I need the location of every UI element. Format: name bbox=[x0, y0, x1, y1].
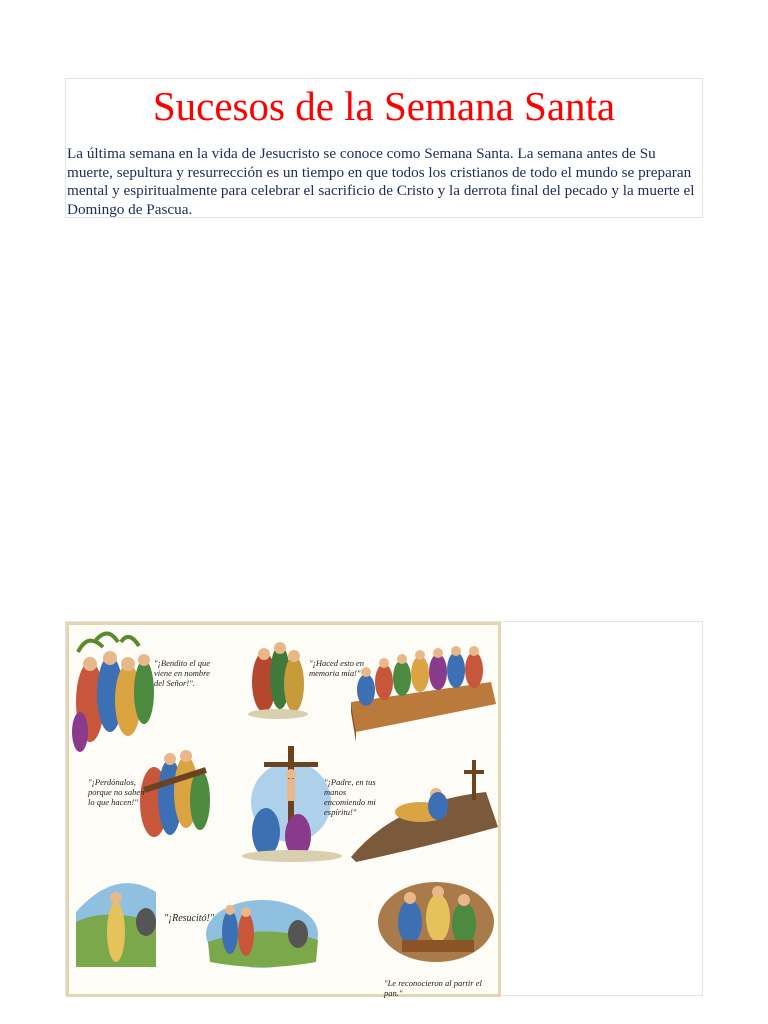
palm-sunday-scene bbox=[72, 633, 154, 752]
caption-emmaus: "Le reconocieron al partir el pan." bbox=[384, 978, 482, 998]
intro-paragraph: La última semana en la vida de Jesucristo se conoce como Semana Santa. La semana antes de Su muerte, sepultura y resurrección es un tiempo en que todos los cristianos de todo el mundo se preparan mental y espiritualmente para celebrar el sacrificio de Cristo y la derrota final del pecado y la muerte el Domingo de Pascua. bbox=[67, 145, 695, 218]
caption-forgive: "¡Perdónalos, porque no saben lo que hacen!" bbox=[88, 777, 145, 807]
empty-tomb-scene bbox=[206, 900, 318, 968]
caption-resurrection: "¡Resucitó!" bbox=[164, 913, 215, 924]
image-box bbox=[65, 621, 703, 996]
resurrection-scene bbox=[76, 883, 156, 967]
holy-week-illustration bbox=[66, 622, 501, 997]
last-supper-scene bbox=[351, 646, 496, 742]
article-box bbox=[65, 78, 703, 218]
illustration-scenes bbox=[66, 622, 501, 997]
cross-bearing-scene bbox=[140, 750, 210, 837]
page-title: Sucesos de la Semana Santa bbox=[152, 83, 616, 129]
caption-last-supper: "¡Haced esto en memoria mía!" bbox=[309, 658, 365, 678]
caption-into-your-hands: "¡Padre, en tus manos encomiendo mi espíritu!" bbox=[324, 777, 376, 817]
disciples-scene bbox=[248, 642, 308, 719]
caption-palm-sunday: "¡Bendito el que viene en nombre del Señor!". bbox=[154, 658, 210, 688]
emmaus-scene bbox=[378, 882, 494, 962]
